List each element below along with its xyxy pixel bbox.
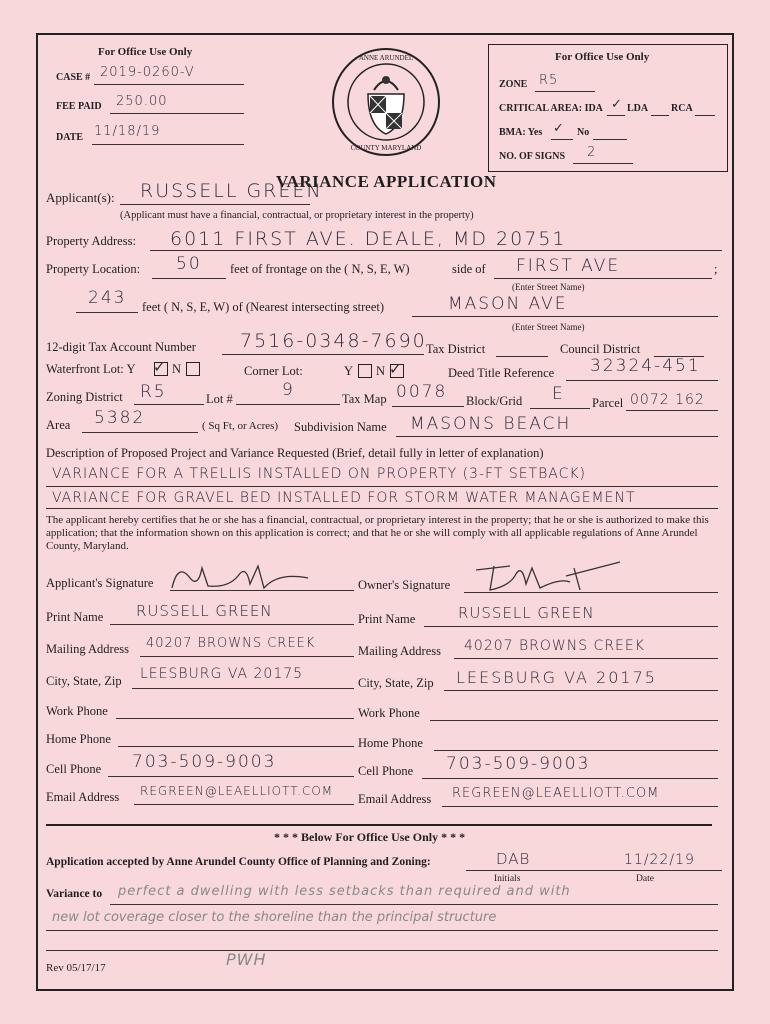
print-name-label: Print Name xyxy=(46,610,104,624)
corner-y: Y xyxy=(344,364,354,378)
waterfront-no-checkbox[interactable] xyxy=(186,362,200,376)
fee-value: 250.00 xyxy=(116,94,168,109)
owner-home-phone-label: Home Phone xyxy=(358,736,423,750)
distance-value[interactable]: 243 xyxy=(88,288,127,308)
area-value[interactable]: 5382 xyxy=(94,408,146,428)
tax-account-value[interactable]: 7516-0348-7690 xyxy=(240,330,427,352)
owner-mailing-label: Mailing Address xyxy=(358,644,441,658)
variance-to-line-1: perfect a dwelling with less setbacks than required and with xyxy=(118,884,571,899)
email-value[interactable]: REGREEN@LEAELLIOTT.COM xyxy=(140,784,334,798)
tax-map-label: Tax Map xyxy=(342,392,387,406)
variance-initials: PWH xyxy=(226,950,267,969)
side-of-label: side of xyxy=(452,262,486,276)
lot-label: Lot # xyxy=(206,392,233,406)
mailing-value[interactable]: 40207 BROWNS CREEK xyxy=(146,636,316,651)
tax-map-value[interactable]: 0078 xyxy=(396,382,448,402)
block-label: Block/Grid xyxy=(466,394,523,408)
property-location-label: Property Location: xyxy=(46,262,141,276)
initials-value[interactable]: DAB xyxy=(496,850,531,868)
office-right-heading: For Office Use Only xyxy=(555,51,650,63)
owner-mailing-value[interactable]: 40207 BROWNS CREEK xyxy=(464,638,645,654)
owner-work-phone-label: Work Phone xyxy=(358,706,420,720)
parcel-label: Parcel xyxy=(592,396,624,410)
bma-check: ✓ xyxy=(553,121,565,136)
zone-label: ZONE xyxy=(499,79,528,90)
mailing-label: Mailing Address xyxy=(46,642,129,656)
subdivision-value[interactable]: MASONS BEACH xyxy=(410,414,572,434)
cell-phone-label: Cell Phone xyxy=(46,762,102,776)
office-use-right xyxy=(488,44,728,172)
owner-email-value[interactable]: REGREEN@LEAELLIOTT.COM xyxy=(452,786,660,801)
owner-print-name-label: Print Name xyxy=(358,612,416,626)
home-phone-label: Home Phone xyxy=(46,732,111,746)
subdivision-label: Subdivision Name xyxy=(294,420,387,434)
city-label: City, State, Zip xyxy=(46,674,122,688)
date-label: DATE xyxy=(56,132,84,143)
owner-email-label: Email Address xyxy=(358,792,432,806)
owner-cell-phone-label: Cell Phone xyxy=(358,764,414,778)
side-of-value[interactable]: FIRST AVE xyxy=(516,256,621,276)
critical-check: ✓ xyxy=(611,97,623,112)
fee-label: FEE PAID xyxy=(56,101,102,112)
council-district-label: Council District xyxy=(560,342,641,356)
office-below-heading: * * * Below For Office Use Only * * * xyxy=(274,830,466,844)
date-value: 11/18/19 xyxy=(94,124,161,139)
owner-cell-phone-value[interactable]: 703-509-9003 xyxy=(446,754,591,774)
seal-bottom-text: COUNTY MARYLAND xyxy=(350,144,422,152)
print-name-value[interactable]: RUSSELL GREEN xyxy=(136,602,273,620)
rca-label: RCA xyxy=(671,103,693,114)
case-value: 2019-0260-V xyxy=(100,65,195,80)
frontage-text: feet of frontage on the ( N, S, E, W) xyxy=(230,262,410,276)
enter-street-name-2: (Enter Street Name) xyxy=(512,322,585,332)
description-line-2[interactable]: VARIANCE FOR GRAVEL BED INSTALLED FOR STORM WATER MANAGEMENT xyxy=(52,490,636,506)
frontage-value[interactable]: 50 xyxy=(176,254,202,274)
work-phone-label: Work Phone xyxy=(46,704,108,718)
signs-value: 2 xyxy=(587,145,597,160)
seal-top-text: ANNE ARUNDEL xyxy=(358,54,414,62)
tax-district-label: Tax District xyxy=(426,342,486,356)
description-label: Description of Proposed Project and Variance Requested (Brief, detail fully in letter of explanation) xyxy=(46,446,544,460)
page-title: VARIANCE APPLICATION xyxy=(276,172,497,191)
certification-text: The applicant hereby certifies that he or she has a financial, contractual, or proprietary interest in the property; that he or she is authorized to make this application; that the information shown on this application is correct; and that he or she will comply with all applicable regulations of Anne Arundel County, Maryland. xyxy=(46,514,709,552)
county-seal xyxy=(330,46,442,158)
lot-value[interactable]: 9 xyxy=(282,380,295,400)
waterfront-label: Waterfront Lot: Y xyxy=(46,362,136,376)
lda-label: LDA xyxy=(627,103,649,114)
revision-label: Rev 05/17/17 xyxy=(46,962,106,974)
description-line-1[interactable]: VARIANCE FOR A TRELLIS INSTALLED ON PROPERTY (3-FT SETBACK) xyxy=(52,466,587,482)
office-use-left xyxy=(50,44,245,154)
bma-label: BMA: Yes xyxy=(499,127,543,138)
applicant-note: (Applicant must have a financial, contractual, or proprietary interest in the property) xyxy=(120,210,474,221)
zone-value: R5 xyxy=(539,73,559,88)
property-address-value[interactable]: 6011 FIRST AVE. DEALE, MD 20751 xyxy=(170,228,567,250)
office-left-heading: For Office Use Only xyxy=(98,46,193,58)
accepted-label: Application accepted by Anne Arundel County Office of Planning and Zoning: xyxy=(46,856,431,868)
waterfront-check: ✓ xyxy=(153,358,167,376)
zoning-value[interactable]: R5 xyxy=(140,382,167,402)
owner-signature-label: Owner's Signature xyxy=(358,578,451,592)
waterfront-n: N xyxy=(172,362,182,376)
variance-to-label: Variance to xyxy=(46,888,103,900)
enter-street-name-1: (Enter Street Name) xyxy=(512,282,585,292)
applicant-value[interactable]: RUSSELL GREEN xyxy=(140,180,323,202)
owner-print-name-value[interactable]: RUSSELL GREEN xyxy=(458,604,595,622)
property-address-label: Property Address: xyxy=(46,234,136,248)
owner-signature[interactable] xyxy=(470,556,650,596)
owner-city-label: City, State, Zip xyxy=(358,676,434,690)
applicant-signature[interactable] xyxy=(168,558,318,594)
office-divider xyxy=(46,824,712,826)
area-unit: ( Sq Ft, or Acres) xyxy=(202,420,279,432)
deed-label: Deed Title Reference xyxy=(448,366,555,380)
applicant-signature-label: Applicant's Signature xyxy=(46,576,154,590)
corner-n: N xyxy=(376,364,386,378)
seal-icon xyxy=(330,46,442,158)
zoning-label: Zoning District xyxy=(46,390,123,404)
city-value[interactable]: LEESBURG VA 20175 xyxy=(140,666,304,682)
date-label: Date xyxy=(636,874,654,884)
owner-city-value[interactable]: LEESBURG VA 20175 xyxy=(456,668,657,687)
accepted-date-value[interactable]: 11/22/19 xyxy=(624,852,695,868)
intersecting-value[interactable]: MASON AVE xyxy=(448,294,568,314)
corner-yes-checkbox[interactable] xyxy=(358,364,372,378)
initials-label: Initials xyxy=(494,874,521,884)
bma-no: No xyxy=(577,127,590,138)
tax-account-label: 12-digit Tax Account Number xyxy=(46,340,196,354)
critical-label: CRITICAL AREA: IDA xyxy=(499,103,603,114)
signs-label: NO. OF SIGNS xyxy=(499,151,566,162)
parcel-value[interactable]: 0072 162 xyxy=(630,392,705,408)
variance-to-line-2: new lot coverage closer to the shoreline than the principal structure xyxy=(52,910,497,925)
corner-label: Corner Lot: xyxy=(244,364,303,378)
applicant-label: Applicant(s): xyxy=(46,190,115,205)
distance-text: feet ( N, S, E, W) of (Nearest intersecting street) xyxy=(142,300,385,314)
email-label: Email Address xyxy=(46,790,120,804)
cell-phone-value[interactable]: 703-509-9003 xyxy=(132,752,277,772)
corner-check: ✓ xyxy=(389,360,403,378)
deed-value[interactable]: 32324-451 xyxy=(590,356,701,376)
area-label: Area xyxy=(46,418,71,432)
block-value[interactable]: E xyxy=(552,384,565,404)
case-label: CASE # xyxy=(56,72,91,83)
